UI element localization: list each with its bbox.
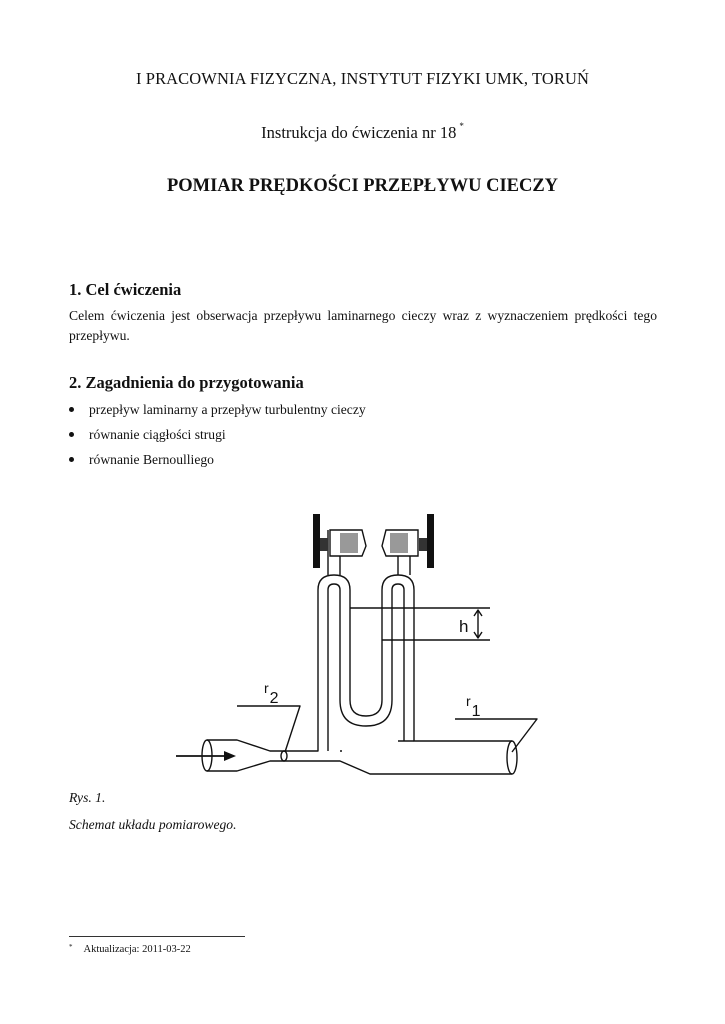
section2-heading: 2. Zagadnienia do przygotowania bbox=[69, 373, 304, 392]
footnote-mark-ref: * bbox=[459, 121, 464, 131]
instruction-line bbox=[0, 123, 725, 143]
label-r1-main: r bbox=[466, 693, 471, 709]
apparatus-diagram bbox=[170, 505, 550, 785]
list-item bbox=[69, 427, 366, 452]
footnote-divider bbox=[69, 936, 245, 937]
list-item bbox=[69, 452, 366, 477]
footnote-text: Aktualizacja: 2011-03-22 bbox=[83, 944, 191, 955]
figure-caption-number: Rys. 1. bbox=[69, 790, 106, 805]
bullet-icon bbox=[69, 457, 74, 462]
flow-arrow-icon bbox=[176, 751, 236, 761]
instruction-text: Instrukcja do ćwiczenia nr 18 bbox=[261, 123, 457, 142]
section1-paragraph: Celem ćwiczenia jest obserwacja przepływu laminarnego cieczy wraz z wyznaczeniem prędkości tego przepływu. bbox=[69, 308, 657, 343]
h-arrow bbox=[474, 610, 482, 638]
right-clamp-icon bbox=[382, 514, 434, 568]
bullet-icon bbox=[69, 432, 74, 437]
pipe-throat-outline bbox=[340, 741, 414, 751]
label-r2-sub: 2 bbox=[269, 690, 279, 707]
exit-end bbox=[507, 741, 517, 774]
r2-ring bbox=[281, 751, 287, 761]
label-r1-sub: 1 bbox=[471, 703, 481, 720]
section1-heading: 1. Cel ćwiczenia bbox=[69, 280, 182, 299]
u-tube-inner bbox=[328, 584, 404, 751]
bullet-icon bbox=[69, 407, 74, 412]
list-item-text: równanie ciągłości strugi bbox=[89, 427, 226, 442]
pipe-bottom-outline bbox=[207, 761, 512, 774]
list-item-text: równanie Bernoulliego bbox=[89, 452, 214, 467]
r2-leader bbox=[237, 706, 300, 752]
list-item bbox=[69, 402, 366, 427]
label-r2-main: r bbox=[264, 680, 269, 696]
page-title: POMIAR PRĘDKOŚCI PRZEPŁYWU CIECZY bbox=[166, 176, 559, 196]
pipe-top-outline bbox=[207, 575, 512, 751]
figure-caption-text: Schemat układu pomiarowego. bbox=[69, 817, 237, 832]
topics-list bbox=[69, 402, 366, 477]
label-r1 bbox=[466, 693, 481, 720]
r1-leader bbox=[455, 719, 537, 752]
label-h: h bbox=[459, 617, 469, 636]
list-item-text: przepływ laminarny a przepływ turbulentny cieczy bbox=[89, 402, 366, 417]
header-institution: I PRACOWNIA FIZYCZNA, INSTYTUT FIZYKI UMK, TORUŃ bbox=[135, 69, 590, 88]
footnote bbox=[69, 944, 191, 955]
label-r2 bbox=[264, 680, 279, 707]
footnote-mark: * bbox=[69, 943, 73, 951]
